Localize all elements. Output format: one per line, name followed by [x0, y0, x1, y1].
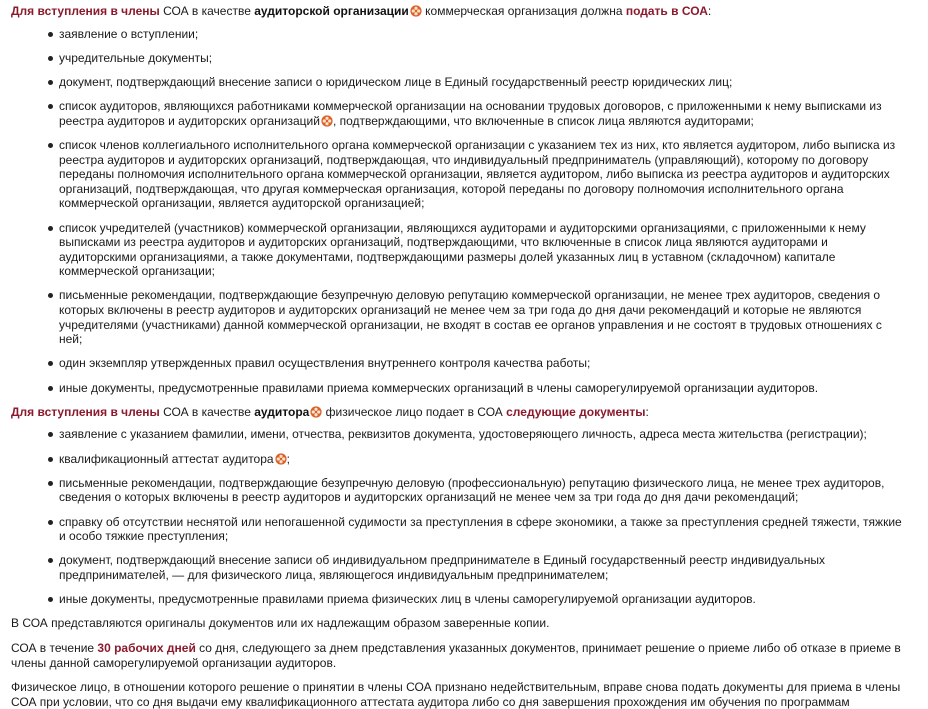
paragraph-text: СОА в течение [11, 640, 98, 655]
list-item-text: , подтверждающими, что включенные в список лица являются аудиторами; [332, 113, 754, 128]
list-item: учредительные документы; [59, 51, 908, 66]
list-item-text: квалификационный аттестат аудитора [59, 451, 274, 466]
list-item [59, 452, 908, 467]
intro-text: коммерческая организация должна [421, 4, 626, 18]
accent-text: Для вступления в члены [11, 4, 160, 18]
intro-text: : [645, 404, 649, 419]
org-documents-list [11, 27, 908, 396]
list-item: письменные рекомендации, подтверждающие безупречную деловую (профессиональную) репутацию физического лица, не менее трех аудиторов, сведения о которых включены в реестр аудиторов и аудиторских организаций не менее чем за три года до дня дачи рекомендаций; [59, 476, 908, 505]
list-item: справку об отсутствии неснятой или непогашенной судимости за преступления в сфере экономики, а также за преступления средней тяжести, тяжкие и особо тяжкие преступления; [59, 515, 908, 544]
list-item: документ, подтверждающий внесение записи о юридическом лице в Единый государственный реестр юридических лиц; [59, 75, 908, 90]
list-item: заявление с указанием фамилии, имени, отчества, реквизитов документа, удостоверяющего личность, адреса места жительства (регистрации); [59, 427, 908, 442]
list-item-text: ; [286, 451, 290, 466]
bold-term: аудитора [254, 404, 310, 419]
paragraph-originals: В СОА представляются оригиналы документов или их надлежащим образом заверенные копии. [11, 616, 550, 631]
clover-marker-icon[interactable] [310, 406, 322, 418]
intro-text: физическое лицо подает в СОА [322, 404, 507, 419]
accent-text: следующие документы [506, 404, 646, 419]
accent-text: подать в СОА [625, 4, 708, 18]
accent-text: Для вступления в члены [11, 404, 160, 419]
intro-text: СОА в качестве [159, 4, 255, 18]
list-item: один экземпляр утвержденных правил осуществления внутреннего контроля качества работы; [59, 356, 908, 371]
list-item: заявление о вступлении; [59, 27, 908, 42]
person-section-intro [11, 405, 908, 420]
paragraph-text: со дня, следующего за днем представления указанных документов, принимает решение о приеме либо об отказе в приеме в члены данной саморегулируемой организации аудиторов. [11, 640, 901, 670]
org-section-intro [11, 4, 908, 19]
list-item-text: список аудиторов, являющихся работниками коммерческой организации на основании трудовых договоров, с приложенными к нему выписками из реестра аудиторов и аудиторских организаций [59, 99, 882, 128]
list-item [59, 99, 908, 128]
list-item: письменные рекомендации, подтверждающие безупречную деловую репутацию коммерческой организации, не менее трех аудиторов, сведения о которых включены в реестр аудиторов и аудиторских организаций не менее чем за три года до дня дачи рекомендаций и которые не являются учредителями (участниками) данной коммерческой организации, не входят в состав ее органов управления и не состоят в трудовых отношениях с ней; [59, 288, 908, 346]
accent-text: 30 рабочих дней [97, 640, 196, 655]
clover-marker-icon[interactable] [321, 115, 333, 127]
list-item: документ, подтверждающий внесение записи об индивидуальном предпринимателе в Единый государственный реестр индивидуальных предпринимателей, — для физического лица, являющегося индивидуальным предпринимателем; [59, 553, 908, 582]
person-documents-list [11, 427, 908, 606]
bold-term: аудиторской организации [254, 4, 409, 18]
list-item: иные документы, предусмотренные правилами приема коммерческих организаций в члены саморегулируемой организации аудиторов. [59, 381, 908, 396]
intro-text: СОА в качестве [159, 404, 255, 419]
list-item: список учредителей (участников) коммерческой организации, являющихся аудиторами и аудиторскими организациями, с приложенными к нему выписками из реестра аудиторов и аудиторских организаций, подтверждающими, что включенные в список лица являются аудиторами и аудиторскими организациями, а также документами, подтверждающими размеры долей указанных лиц в уставном (складочном) капитале коммерческой организации; [59, 221, 908, 279]
list-item: список членов коллегиального исполнительного органа коммерческой организации с указанием тех из них, кто является аудитором, либо выписка из реестра аудиторов и аудиторских организаций, подтверждающая, что индивидуальный предприниматель (управляющий), которому по договору переданы полномочия исполнительного органа коммерческой организации, является аудитором, либо выписка из реестра аудиторов и аудиторских организаций, подтверждающая, что другая коммерческая организация, которой переданы по договору полномочия исполнительного органа коммерческой организации, является аудиторской организацией; [59, 138, 908, 211]
paragraph-decision [11, 641, 908, 670]
list-item: иные документы, предусмотренные правилами приема физических лиц в члены саморегулируемой организации аудиторов. [59, 592, 908, 607]
paragraph-reapply: Физическое лицо, в отношении которого решение о принятии в члены СОА признано недействительным, вправе снова подать документы для приема в члены СОА при условии, что со дня выдачи ему квалификационного аттестата аудитора либо со дня завершения прохождения им обучения по программам [11, 680, 901, 709]
clover-marker-icon[interactable] [275, 453, 287, 465]
clover-marker-icon[interactable] [410, 5, 422, 17]
intro-text: : [707, 4, 712, 18]
